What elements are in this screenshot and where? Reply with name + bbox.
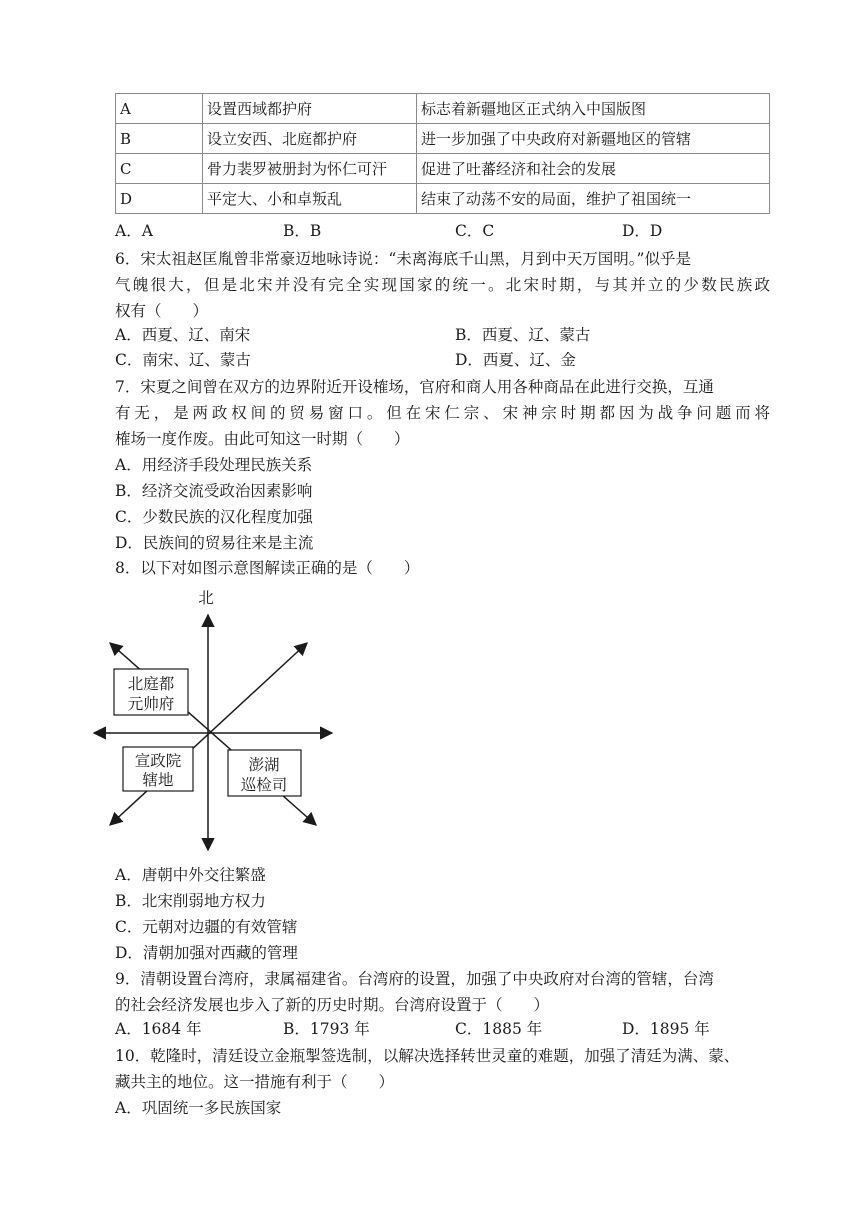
q8-option-c: C．元朝对边疆的有效管辖 xyxy=(115,918,298,936)
q8-option-d: D．清朝加强对西藏的管理 xyxy=(115,944,298,962)
beiting-label-line-2: 元帅府 xyxy=(127,695,175,713)
q8-option-b: B．北宋削弱地方权力 xyxy=(115,892,266,910)
q9-option-b: B．1793 年 xyxy=(283,1020,370,1038)
q5-option-a: A．A xyxy=(115,222,153,240)
beiting-label-line-1: 北庭都 xyxy=(127,675,175,693)
penghu-label-line-1: 澎湖 xyxy=(248,756,280,774)
compass-diagram xyxy=(90,585,340,860)
q6-option-b: B．西夏、辽、蒙古 xyxy=(455,326,591,344)
north-label: 北 xyxy=(198,589,214,607)
xuanzhengyuan-label-line-1: 宣政院 xyxy=(134,752,182,770)
q8-stem: 8．以下对如图示意图解读正确的是（ ） xyxy=(115,559,420,577)
table-row xyxy=(116,154,770,184)
q7-option-a: A．用经济手段处理民族关系 xyxy=(115,456,313,474)
table-cell: 结束了动荡不安的局面，维护了祖国统一 xyxy=(417,184,770,214)
penghu-label-line-2: 巡检司 xyxy=(240,776,288,794)
q9-stem-line-2: 的社会经济发展也步入了新的历史时期。台湾府设置于（ ） xyxy=(115,996,550,1014)
q9-option-c: C．1885 年 xyxy=(455,1020,543,1038)
q6-stem-line-3: 权有（ ） xyxy=(115,302,209,320)
q7-option-b: B．经济交流受政治因素影响 xyxy=(115,482,313,500)
q9-option-a: A．1684 年 xyxy=(115,1020,202,1038)
q6-stem-line-2: 气魄很大，但是北宋并没有完全实现国家的统一。北宋时期，与其并立的少数民族政 xyxy=(115,276,770,294)
table-cell: 骨力裴罗被册封为怀仁可汗 xyxy=(203,154,417,184)
q7-stem-line-3: 榷场一度作废。由此可知这一时期（ ） xyxy=(115,430,410,448)
q6-option-a: A．西夏、辽、南宋 xyxy=(115,326,251,344)
q9-option-d: D．1895 年 xyxy=(622,1020,710,1038)
q5-option-b: B．B xyxy=(283,222,322,240)
table-row xyxy=(116,94,770,124)
q7-option-d: D．民族间的贸易往来是主流 xyxy=(115,534,314,552)
q7-stem-line-1: 7．宋夏之间曾在双方的边界附近开设榷场，官府和商人用各种商品在此进行交换，互通 xyxy=(115,378,714,396)
q5-option-d: D．D xyxy=(622,222,663,240)
compass-svg xyxy=(90,585,340,860)
q8-option-a: A．唐朝中外交往繁盛 xyxy=(115,866,266,884)
table-row xyxy=(116,184,770,214)
table-cell: 平定大、小和卓叛乱 xyxy=(203,184,417,214)
table-cell: A xyxy=(116,94,203,124)
q6-stem-line-1: 6．宋太祖赵匡胤曾非常豪迈地咏诗说：“未离海底千山黑，月到中天万国明。”似乎是 xyxy=(115,250,691,268)
table-cell: 标志着新疆地区正式纳入中国版图 xyxy=(417,94,770,124)
q10-stem-line-2: 藏共主的地位。这一措施有利于（ ） xyxy=(115,1073,395,1091)
q10-option-a: A．巩固统一多民族国家 xyxy=(115,1099,282,1117)
options-table xyxy=(115,93,770,214)
table-cell: 进一步加强了中央政府对新疆地区的管辖 xyxy=(417,124,770,154)
table-cell: 设置西域都护府 xyxy=(203,94,417,124)
q5-option-c: C．C xyxy=(455,222,495,240)
table-cell: C xyxy=(116,154,203,184)
q9-stem-line-1: 9．清朝设置台湾府，隶属福建省。台湾府的设置，加强了中央政府对台湾的管辖，台湾 xyxy=(115,970,714,988)
q10-stem-line-1: 10．乾隆时，清廷设立金瓶掣签选制，以解决选择转世灵童的难题，加强了清廷为满、蒙、 xyxy=(115,1047,740,1065)
table-cell: B xyxy=(116,124,203,154)
q6-option-c: C．南宋、辽、蒙古 xyxy=(115,351,251,369)
table-cell: 设立安西、北庭都护府 xyxy=(203,124,417,154)
q6-option-d: D．西夏、辽、金 xyxy=(455,351,576,369)
xuanzhengyuan-label-line-2: 辖地 xyxy=(142,771,174,789)
table-cell: 促进了吐蕃经济和社会的发展 xyxy=(417,154,770,184)
q7-stem-line-2: 有无，是两政权间的贸易窗口。但在宋仁宗、宋神宗时期都因为战争问题而将 xyxy=(115,404,770,422)
table-row xyxy=(116,124,770,154)
q7-option-c: C．少数民族的汉化程度加强 xyxy=(115,508,313,526)
table-cell: D xyxy=(116,184,203,214)
